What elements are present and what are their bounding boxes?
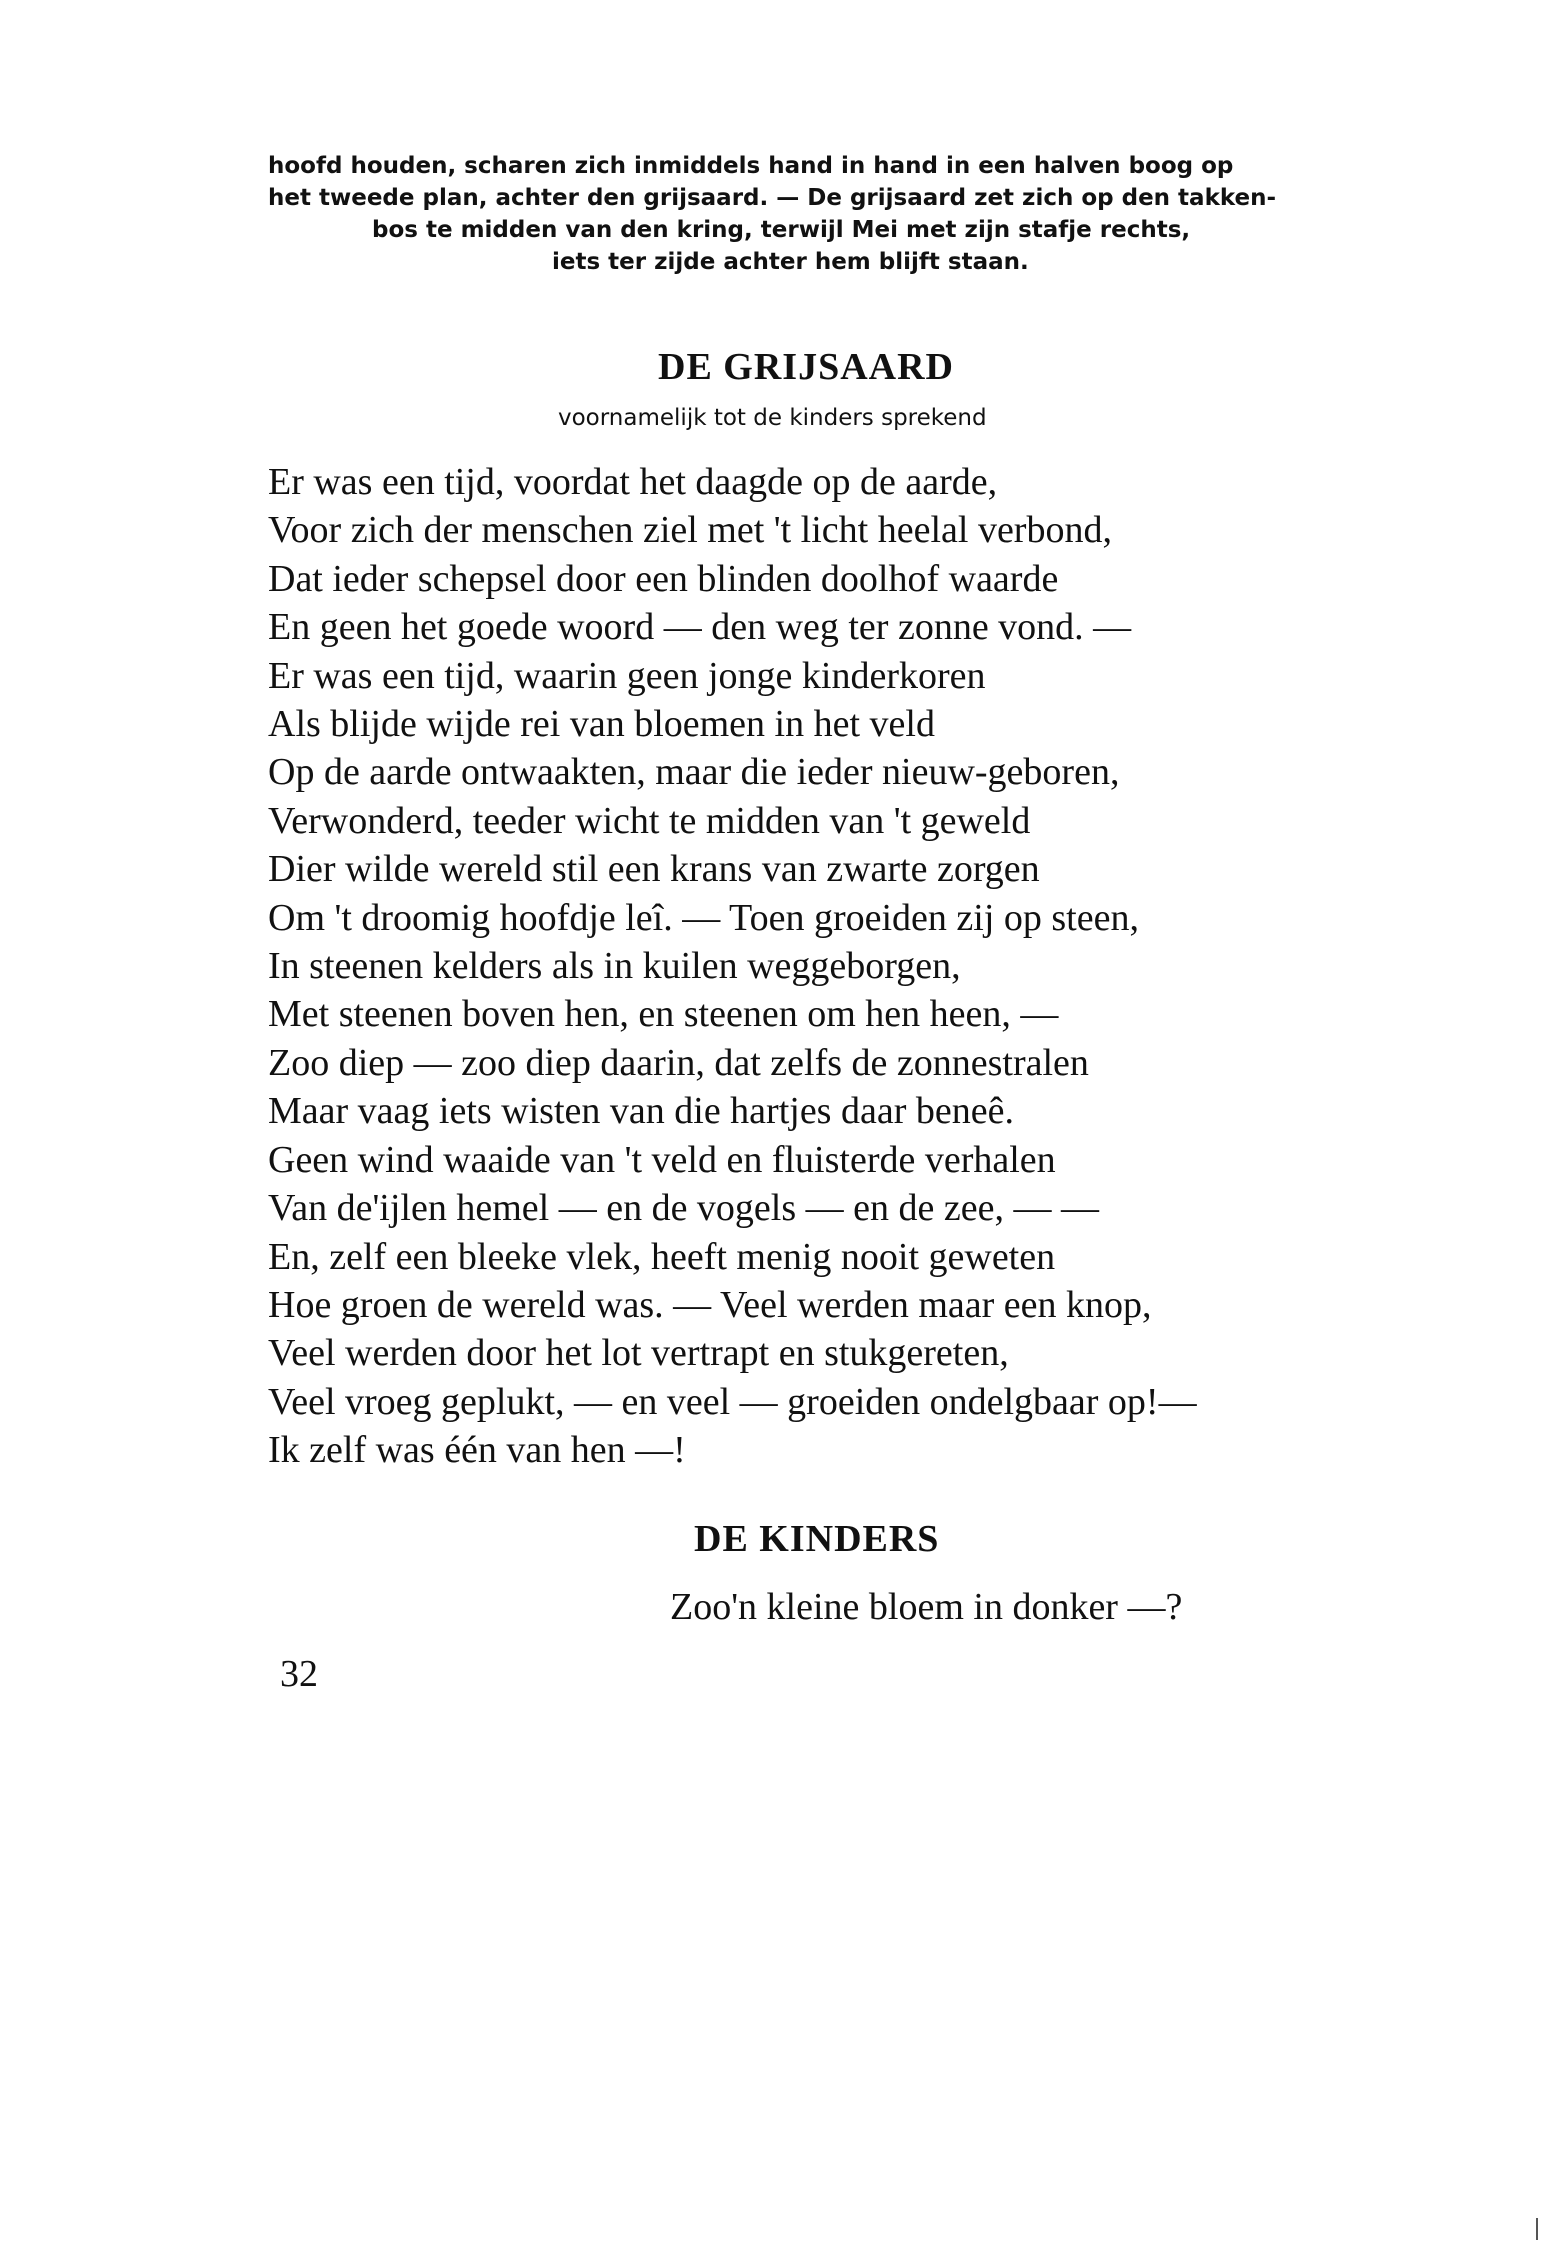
verse-line: Maar vaag iets wisten van die hartjes daar beneê. (268, 1090, 1014, 1133)
verse-line: Veel werden door het lot vertrapt en stukgereten, (268, 1332, 1009, 1375)
verse-line: En, zelf een bleeke vlek, heeft menig nooit geweten (268, 1235, 1056, 1278)
stage-direction-line: bos te midden van den kring, terwijl Mei met zijn stafje rechts, (372, 217, 1191, 243)
verse-line: Dat ieder schepsel door een blinden doolhof waarde (268, 557, 1059, 600)
verse-line: Ik zelf was één van hen —! (268, 1429, 686, 1472)
verse-line-reply: Zoo'n kleine bloem in donker —? (670, 1586, 1183, 1628)
verse-line: Er was een tijd, waarin geen jonge kinderkoren (268, 654, 986, 697)
verse-line: Hoe groen de wereld was. — Veel werden maar een knop, (268, 1283, 1152, 1326)
verse-line: Veel vroeg geplukt, — en veel — groeiden ondelgbaar op!— (268, 1380, 1197, 1423)
verse-line: Op de aarde ontwaakten, maar die ieder nieuw-geboren, (268, 751, 1120, 794)
verse-line: Als blijde wijde rei van bloemen in het veld (268, 703, 935, 746)
verse-line: Voor zich der menschen ziel met 't licht heelal verbond, (268, 509, 1112, 552)
verse-line: Zoo diep — zoo diep daarin, dat zelfs de zonnestralen (268, 1041, 1089, 1084)
speaker-heading-kinders: DE KINDERS (694, 1518, 940, 1560)
verse-block (268, 458, 1197, 1475)
verse-line: Dier wilde wereld stil een krans van zwarte zorgen (268, 848, 1040, 891)
verse-line: Er was een tijd, voordat het daagde op de aarde, (268, 461, 998, 503)
stage-direction-line: hoofd houden, scharen zich inmiddels hand in hand in een halven boog op (268, 153, 1234, 179)
stage-direction-line: iets ter zijde achter hem blijft staan. (552, 249, 1029, 275)
verse-line: En geen het goede woord — den weg ter zonne vond. — (268, 606, 1132, 649)
verse-line: Met steenen boven hen, en steenen om hen heen, — (268, 993, 1059, 1036)
speaker-heading-grijsaard: DE GRIJSAARD (658, 346, 954, 388)
verse-line: Om 't droomig hoofdje leî. — Toen groeiden zij op steen, (268, 896, 1139, 939)
verse-line: Geen wind waaide van 't veld en fluisterde verhalen (268, 1138, 1056, 1181)
speaker-note: voornamelijk tot de kinders sprekend (558, 405, 987, 431)
verse-line: Verwonderd, teeder wicht te midden van 't geweld (268, 799, 1031, 842)
page-number: 32 (280, 1653, 318, 1695)
stage-direction-line: het tweede plan, achter den grijsaard. — De grijsaard zet zich op den takken- (268, 185, 1277, 211)
verse-line: Van de'ijlen hemel — en de vogels — en de zee, — — (268, 1187, 1099, 1230)
verse-line: In steenen kelders als in kuilen weggeborgen, (268, 945, 961, 988)
stage-direction (268, 150, 1398, 278)
scan-edge-mark (1536, 2218, 1538, 2240)
stage-direction-text (268, 150, 1398, 278)
